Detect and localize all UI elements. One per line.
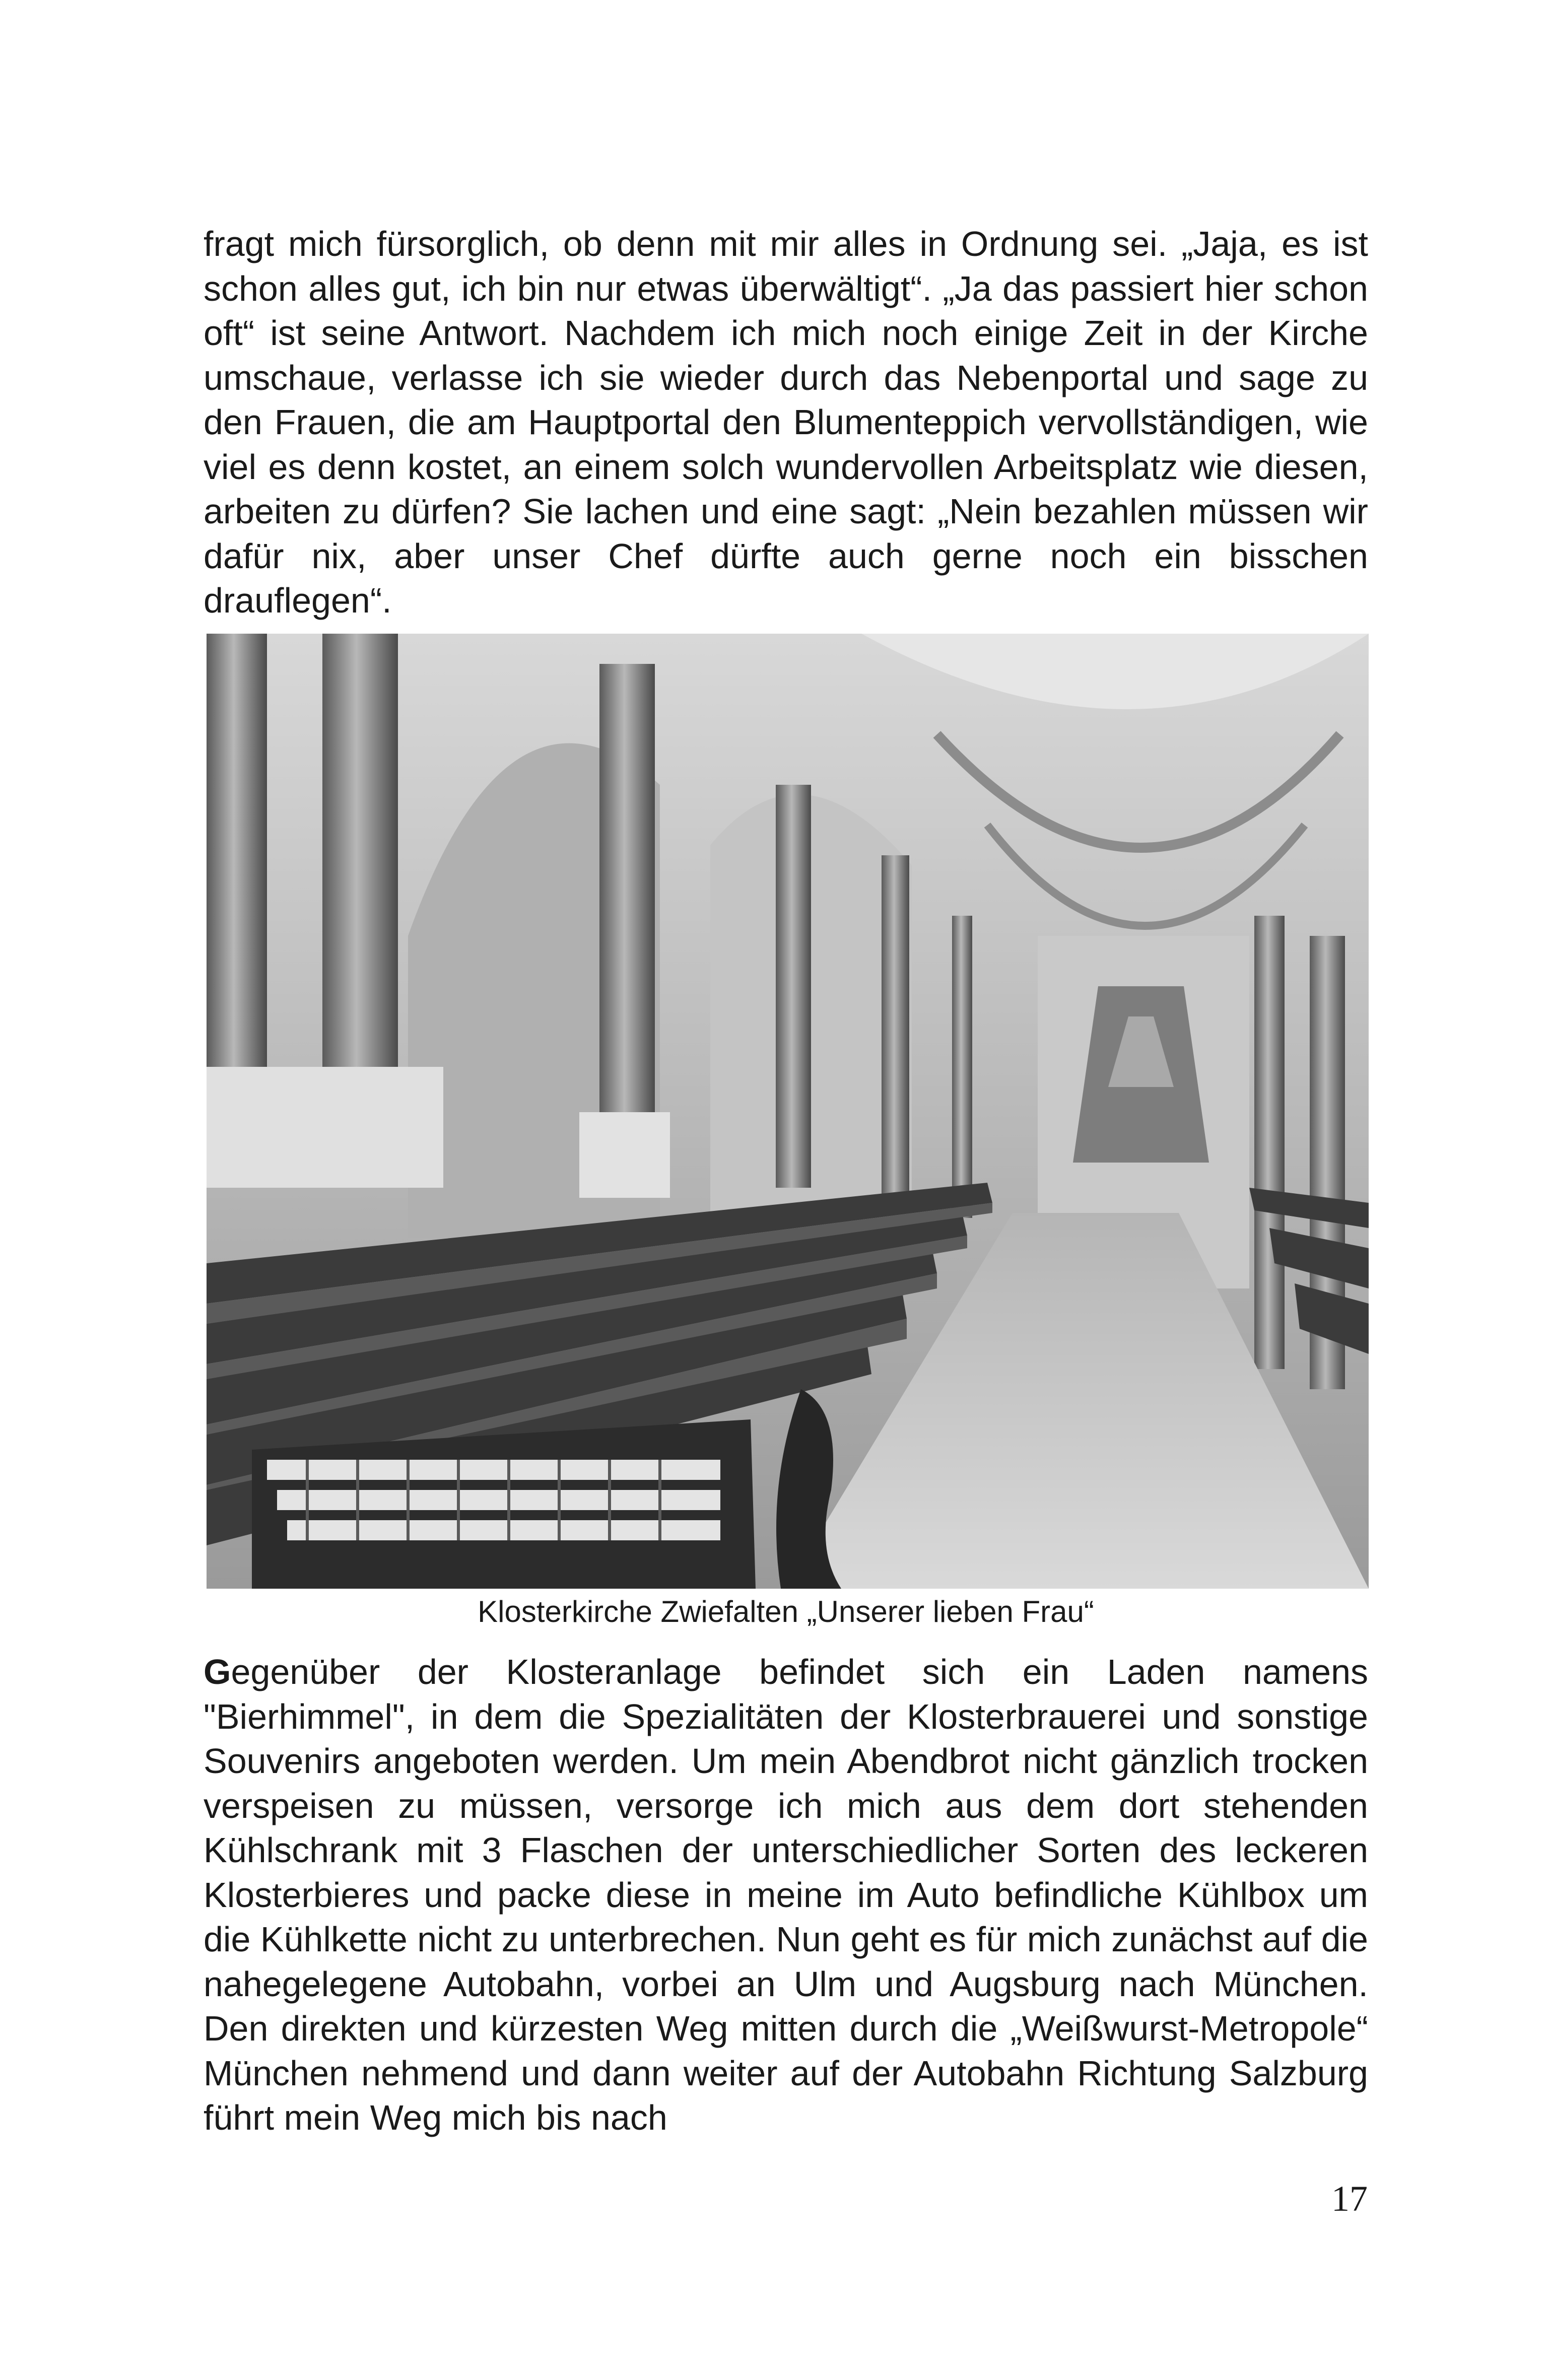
paragraph-top-text: fragt mich fürsorglich, ob denn mit mir alles in Ordnung sei. „Jaja, es ist schon alles gut, ich bin nur etwas überwältigt“. „Ja das passiert hier schon oft“ ist seine Antwort. Nachdem ich mich noch einige Zeit in der Kirche umschaue, verlasse ich sie wieder durch das Nebenportal und sage zu den Frauen, die am Hauptportal den Blumenteppich vervollständigen, wie viel es denn kostet, an einem solch wundervollen Arbeitsplatz wie diesen, arbeiten zu dürfen? Sie lachen und eine sagt: „Nein bezahlen müssen wir dafür nix, aber unser Chef dürfte auch gerne noch ein bisschen drauflegen“.: [204, 224, 1368, 620]
paragraph-top: [204, 222, 1368, 623]
paragraph-bottom: [204, 1650, 1368, 2140]
drop-cap: G: [204, 1652, 231, 1691]
figure-caption: Klosterkirche Zwiefalten „Unserer lieben Frau“: [478, 1595, 1094, 1628]
church-interior-photo: [207, 634, 1369, 1589]
page-number: 17: [1331, 2179, 1368, 2219]
paragraph-bottom-body: egenüber der Klosteranlage befindet sich ein Laden namens "Bierhimmel", in dem die Spezialitäten der Klosterbrauerei und sonstige Souvenirs angeboten werden. Um mein Abendbrot nicht gänzlich trocken verspeisen zu müssen, versorge ich mich aus dem dort stehenden Kühlschrank mit 3 Flaschen der unterschiedlicher Sorten des leckeren Klosterbieres und packe diese in meine im Auto befindliche Kühlbox um die Kühlkette nicht zu unterbrechen. Nun geht es für mich zunächst auf die nahegelegene Autobahn, vorbei an Ulm und Augsburg nach München. Den direkten und kürzesten Weg mitten durch die „Weißwurst-Metropole“ München nehmend und dann weiter auf der Autobahn Richtung Salzburg führt mein Weg mich bis nach: [204, 1652, 1368, 2137]
paragraph-bottom-text: [204, 1650, 1368, 2140]
